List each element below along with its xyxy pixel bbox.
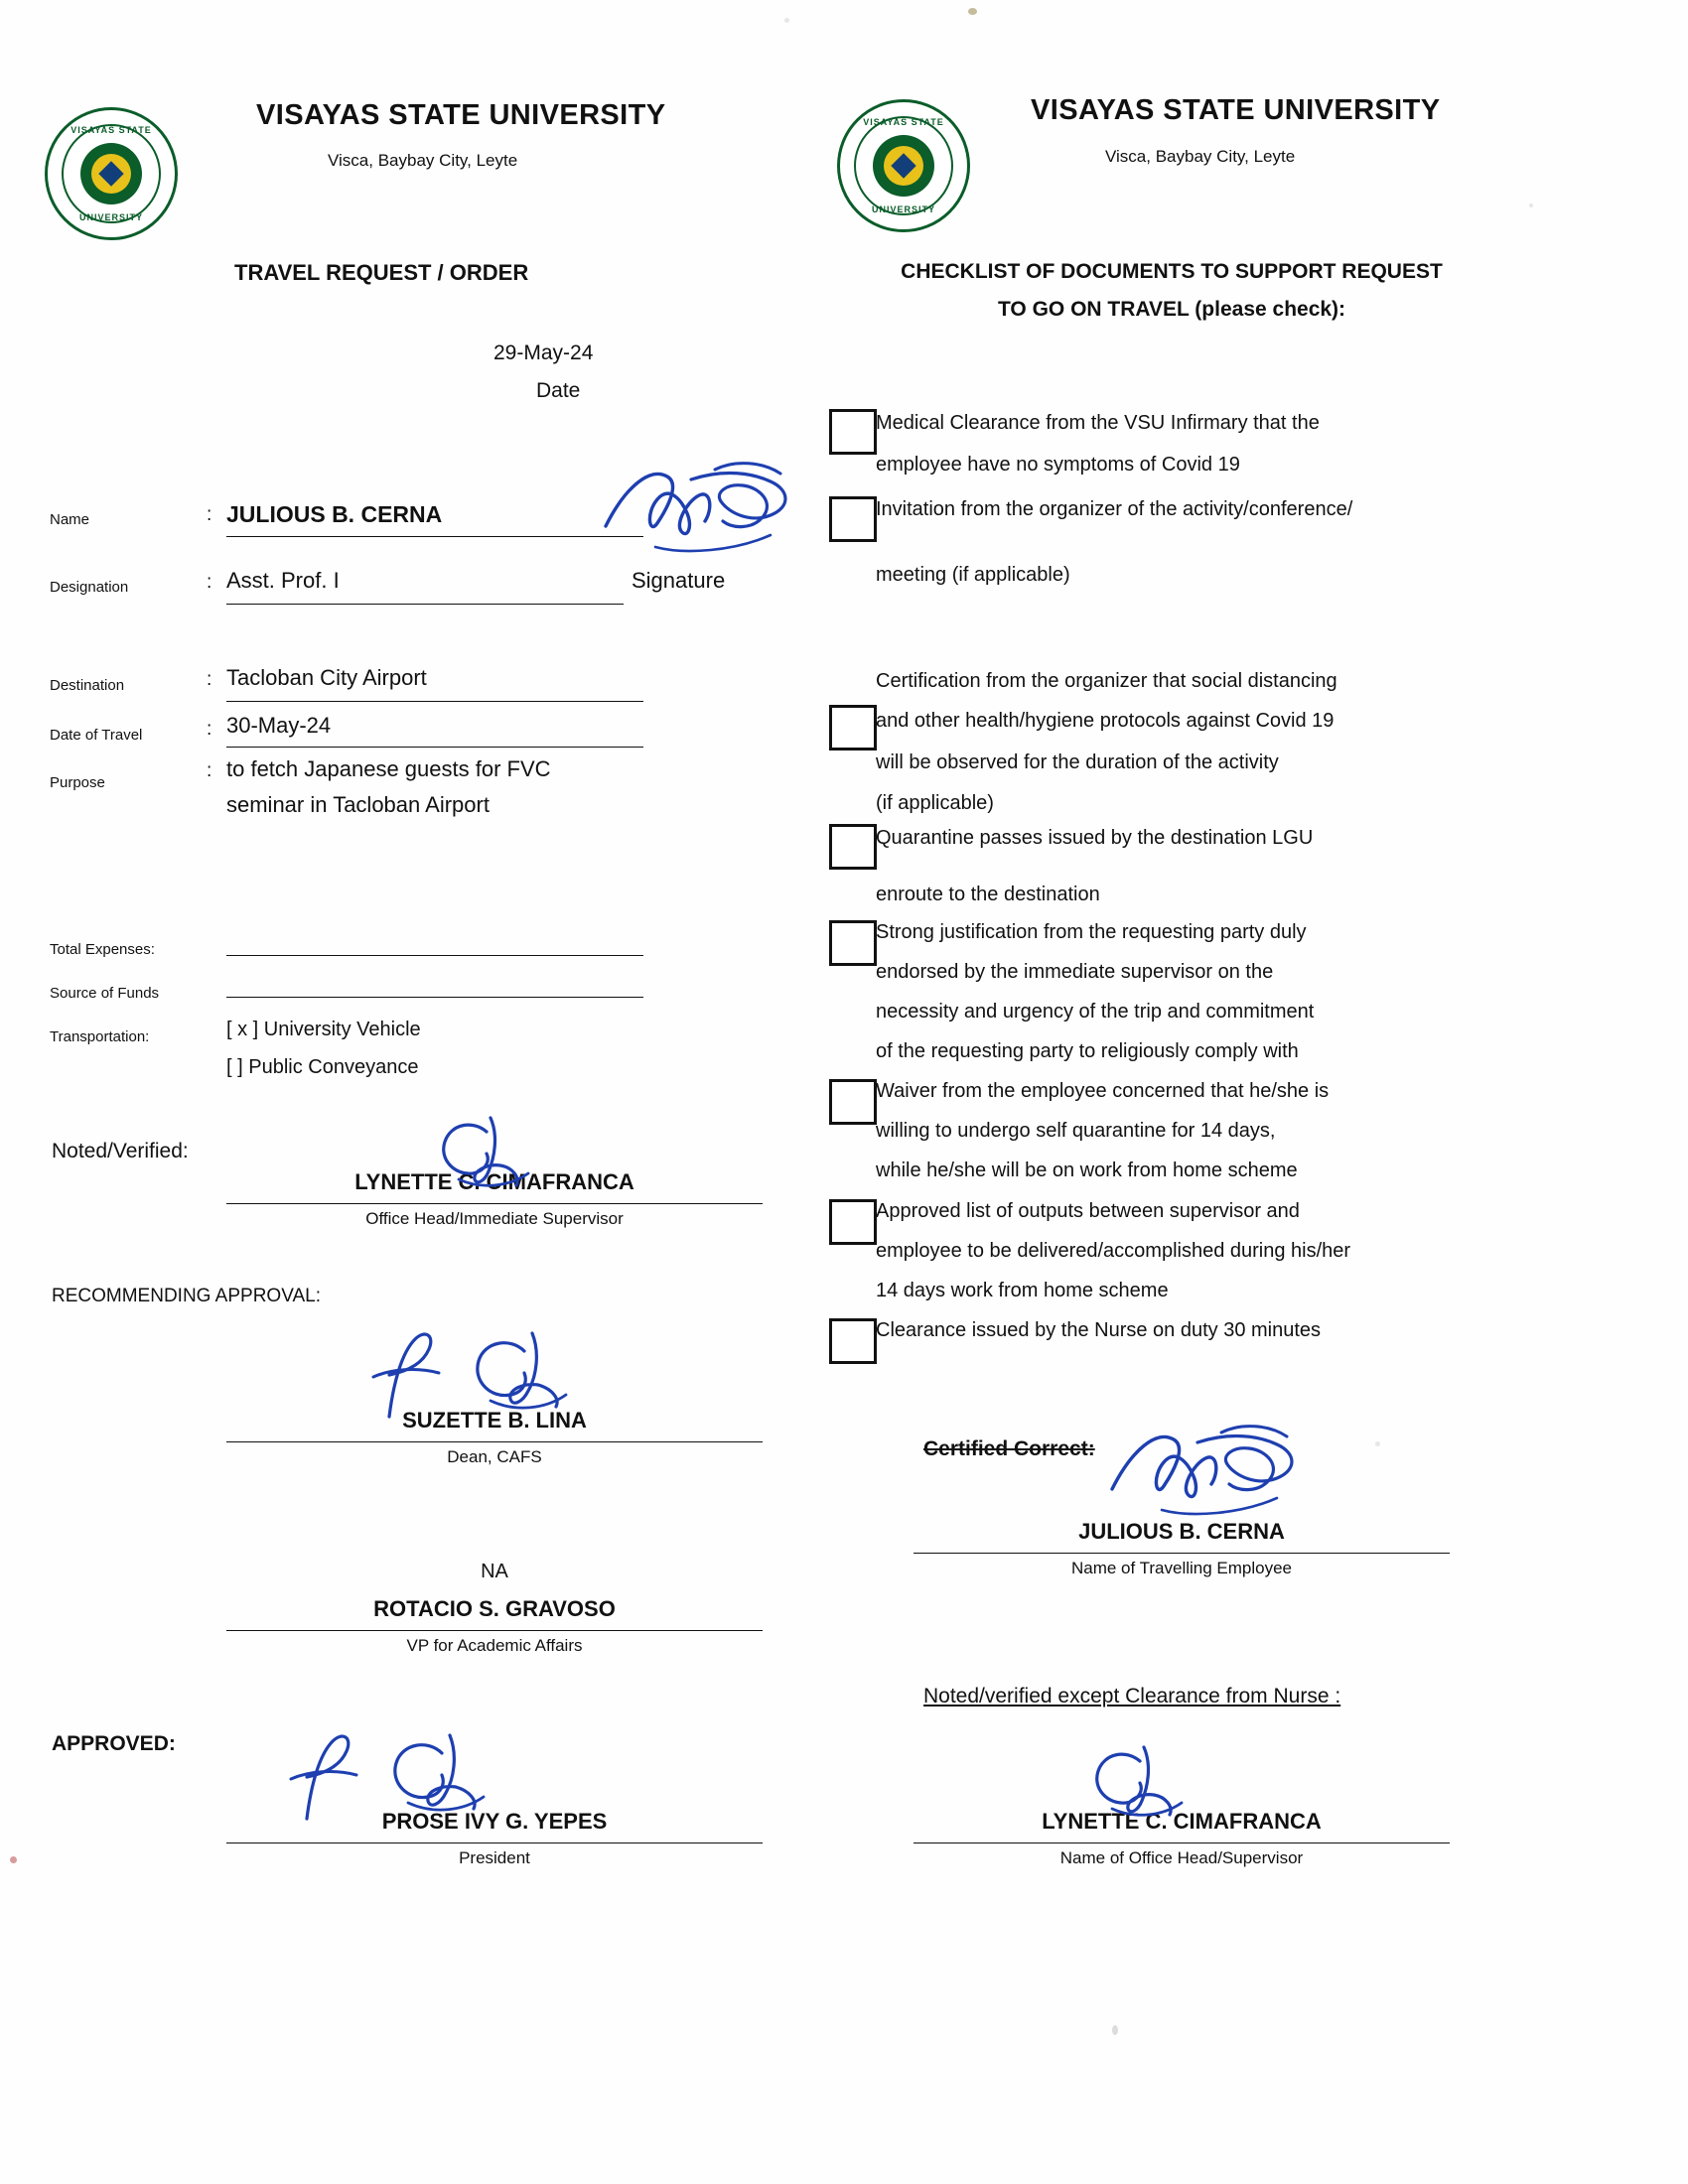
field-colon-designation: : <box>207 572 212 593</box>
scan-speck <box>10 1856 17 1863</box>
checklist-text: Strong justification from the requesting party duly <box>876 921 1307 943</box>
vp-na-marker: NA <box>481 1561 508 1582</box>
date-label: Date <box>536 379 581 402</box>
recommending-approval-label: RECOMMENDING APPROVAL: <box>52 1286 321 1306</box>
checkbox-certification-social-distancing[interactable] <box>829 705 877 751</box>
travelling-employee-role: Name of Travelling Employee <box>1070 1559 1293 1577</box>
checklist-text: of the requesting party to religiously comply with <box>876 1040 1299 1062</box>
field-rule-date-of-travel <box>226 747 643 748</box>
recommending-approval-role: Dean, CAFS <box>447 1447 542 1466</box>
signature-julious-cerna-bottom <box>1102 1415 1321 1534</box>
transportation-mark-university-vehicle: [ x ] <box>226 1019 259 1040</box>
field-value-purpose-line1: to fetch Japanese guests for FVC <box>226 756 551 781</box>
seal-bottom-text: UNIVERSITY <box>871 205 935 214</box>
total-expenses-label: Total Expenses: <box>50 941 155 958</box>
approved-label: APPROVED: <box>52 1732 176 1755</box>
checklist-text: and other health/hygiene protocols against Covid 19 <box>876 710 1335 732</box>
scan-speck <box>1375 1441 1380 1446</box>
noted-verified-name: LYNETTE C. CIMAFRANCA <box>354 1169 634 1194</box>
field-label-destination: Destination <box>50 677 125 694</box>
transportation-label: Transportation: <box>50 1028 150 1045</box>
checklist-text: while he/she will be on work from home scheme <box>876 1160 1298 1181</box>
field-label-name: Name <box>50 511 90 528</box>
field-rule-designation <box>226 604 624 605</box>
field-value-purpose-line2: seminar in Tacloban Airport <box>226 792 490 817</box>
checkbox-quarantine-passes[interactable] <box>829 824 877 870</box>
travelling-employee-rule <box>914 1553 1450 1554</box>
president-name: PROSE IVY G. YEPES <box>381 1809 608 1834</box>
university-seal-left <box>45 107 178 240</box>
field-value-name: JULIOUS B. CERNA <box>226 501 443 527</box>
transportation-text-university-vehicle: University Vehicle <box>263 1019 421 1040</box>
office-head-role: Name of Office Head/Supervisor <box>1059 1848 1304 1867</box>
field-value-designation: Asst. Prof. I <box>226 568 340 593</box>
signature-label: Signature <box>632 568 726 593</box>
field-label-date-of-travel: Date of Travel <box>50 727 143 744</box>
field-rule-destination <box>226 701 643 702</box>
transportation-option-university-vehicle[interactable] <box>226 1019 421 1041</box>
checkbox-invitation[interactable] <box>829 496 877 542</box>
transportation-option-public-conveyance[interactable] <box>226 1056 418 1079</box>
checklist-text: will be observed for the duration of the activity <box>876 751 1279 773</box>
checklist-text: Waiver from the employee concerned that he/she is <box>876 1080 1330 1102</box>
noted-verified-label: Noted/Verified: <box>52 1140 189 1162</box>
checklist-text: enroute to the destination <box>876 884 1100 905</box>
field-value-destination: Tacloban City Airport <box>226 665 427 690</box>
seal-top-text: VISAYAS STATE <box>70 125 152 135</box>
checklist-text: (if applicable) <box>876 792 994 814</box>
office-head-name: LYNETTE C. CIMAFRANCA <box>1042 1809 1322 1834</box>
checklist-text: endorsed by the immediate supervisor on the <box>876 961 1274 983</box>
checkbox-approved-outputs[interactable] <box>829 1199 877 1245</box>
checklist-text: necessity and urgency of the trip and commitment <box>876 1001 1315 1023</box>
checklist-text: 14 days work from home scheme <box>876 1280 1169 1301</box>
checklist-text: Certification from the organizer that social distancing <box>876 670 1337 692</box>
university-address-left: Visca, Baybay City, Leyte <box>328 151 518 170</box>
checklist-text: Quarantine passes issued by the destination LGU <box>876 827 1314 849</box>
certified-correct-label: Certified Correct: <box>923 1437 1095 1460</box>
university-name-right: VISAYAS STATE UNIVERSITY <box>1031 94 1441 126</box>
noted-except-nurse-label: Noted/verified except Clearance from Nurse : <box>923 1685 1341 1707</box>
checklist-text: Medical Clearance from the VSU Infirmary that the <box>876 412 1320 434</box>
scan-speck <box>1529 204 1533 207</box>
field-value-date-of-travel: 30-May-24 <box>226 713 332 738</box>
seal-top-text: VISAYAS STATE <box>863 117 944 127</box>
recommending-approval-name: SUZETTE B. LINA <box>402 1408 587 1433</box>
field-rule-name <box>226 536 643 537</box>
source-of-funds-label: Source of Funds <box>50 985 160 1002</box>
transportation-text-public-conveyance: Public Conveyance <box>248 1056 419 1078</box>
field-colon-name: : <box>207 504 212 525</box>
transportation-mark-public-conveyance: [ ] <box>226 1056 243 1078</box>
checkbox-nurse-clearance[interactable] <box>829 1318 877 1364</box>
scan-speck <box>1112 2025 1118 2035</box>
seal-bottom-text: UNIVERSITY <box>78 212 143 222</box>
field-label-purpose: Purpose <box>50 774 105 791</box>
noted-verified-rule <box>226 1203 763 1204</box>
checkbox-strong-justification[interactable] <box>829 920 877 966</box>
scan-speck <box>784 18 789 23</box>
university-seal-right <box>837 99 970 232</box>
checklist-title-line1: CHECKLIST OF DOCUMENTS TO SUPPORT REQUEST <box>901 260 1443 283</box>
scan-speck <box>968 8 977 15</box>
field-label-designation: Designation <box>50 579 129 596</box>
checklist-text: meeting (if applicable) <box>876 564 1070 586</box>
university-name-left: VISAYAS STATE UNIVERSITY <box>256 99 666 131</box>
vp-role: VP for Academic Affairs <box>406 1636 583 1655</box>
total-expenses-rule <box>226 955 643 956</box>
checklist-text: willing to undergo self quarantine for 14 days, <box>876 1120 1276 1142</box>
recommending-approval-rule <box>226 1441 763 1442</box>
president-role: President <box>459 1848 530 1867</box>
field-colon-destination: : <box>207 669 212 690</box>
field-colon-purpose: : <box>207 760 212 781</box>
university-address-right: Visca, Baybay City, Leyte <box>1105 147 1296 166</box>
source-of-funds-rule <box>226 997 643 998</box>
checkbox-waiver[interactable] <box>829 1079 877 1125</box>
vp-name: ROTACIO S. GRAVOSO <box>373 1596 616 1621</box>
checklist-text: Invitation from the organizer of the activity/conference/ <box>876 498 1353 520</box>
field-colon-date-of-travel: : <box>207 719 212 740</box>
checklist-text: Approved list of outputs between supervisor and <box>876 1200 1300 1222</box>
checklist-text: employee to be delivered/accomplished during his/her <box>876 1240 1351 1262</box>
vp-rule <box>226 1630 763 1631</box>
checklist-title-line2: TO GO ON TRAVEL (please check): <box>997 298 1346 321</box>
form-title: TRAVEL REQUEST / ORDER <box>234 260 529 285</box>
travel-date-value: 29-May-24 <box>493 341 594 364</box>
checklist-text: Clearance issued by the Nurse on duty 30 minutes <box>876 1319 1322 1341</box>
checkbox-medical-clearance[interactable] <box>829 409 877 455</box>
checklist-text: employee have no symptoms of Covid 19 <box>876 454 1240 476</box>
signature-julious-cerna-top <box>596 452 814 571</box>
noted-verified-role: Office Head/Immediate Supervisor <box>365 1209 624 1228</box>
travelling-employee-name: JULIOUS B. CERNA <box>1078 1519 1285 1544</box>
